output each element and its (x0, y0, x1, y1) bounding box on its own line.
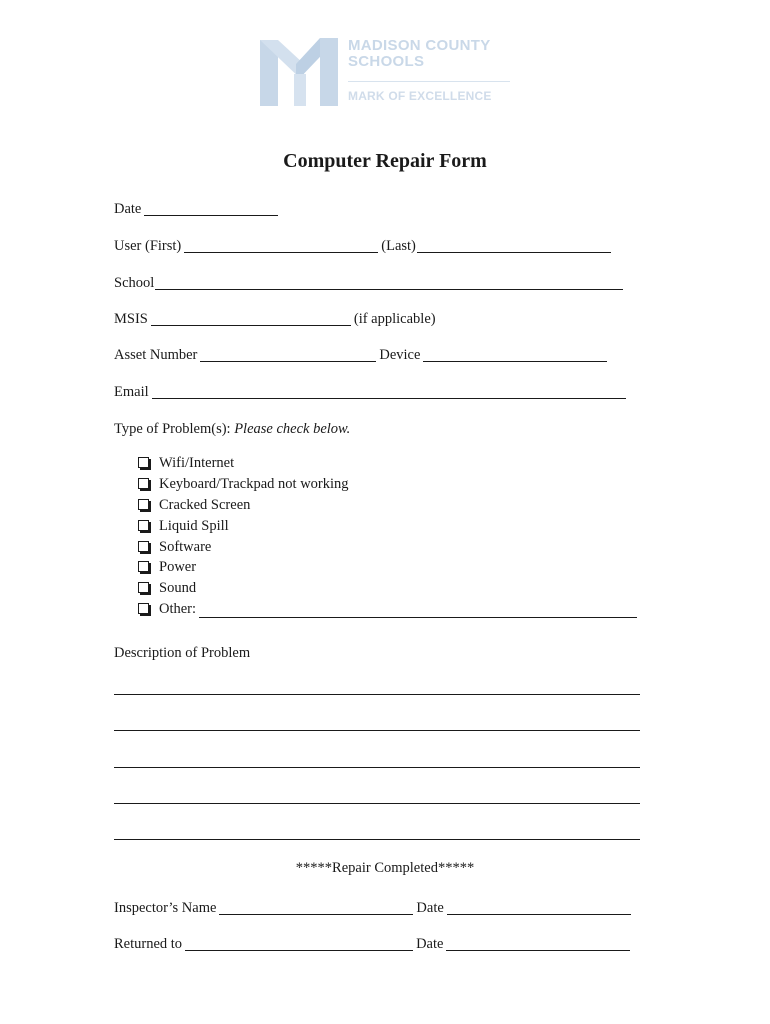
asset-device-row (114, 344, 610, 364)
checkbox[interactable] (138, 582, 149, 593)
checklist-item (138, 578, 640, 599)
description-line[interactable] (114, 839, 640, 840)
returned-row (114, 933, 633, 953)
description-line[interactable] (114, 694, 640, 695)
returned-date-field[interactable] (446, 936, 630, 951)
inspector-date-label: Date (416, 900, 444, 916)
checkbox[interactable] (138, 561, 149, 572)
problem-type-instruction: Please check below. (234, 421, 351, 437)
checkbox-label: Cracked Screen (159, 496, 251, 513)
user-first-label: User (First) (114, 238, 182, 254)
checkbox[interactable] (138, 499, 149, 510)
email-label: Email (114, 384, 149, 400)
repair-completed-heading: *****Repair Completed***** (295, 860, 475, 876)
checkbox-label: Liquid Spill (159, 517, 229, 534)
inspector-date-field[interactable] (447, 900, 631, 915)
inspector-label: Inspector’s Name (114, 900, 217, 916)
checkbox-label: Wifi/Internet (159, 454, 235, 471)
msis-row (114, 308, 436, 328)
checkbox[interactable] (138, 478, 149, 489)
problem-checklist (138, 453, 640, 620)
logo-name-line2: SCHOOLS (348, 53, 425, 70)
checkbox-label: Software (159, 538, 212, 555)
logo-m-mark-icon (258, 34, 340, 106)
user-last-field[interactable] (417, 238, 611, 253)
checklist-item (138, 516, 640, 537)
email-field[interactable] (152, 384, 626, 399)
inspector-field[interactable] (219, 900, 413, 915)
description-line[interactable] (114, 767, 640, 768)
msis-note: (if applicable) (353, 311, 436, 327)
school-label: School (114, 275, 155, 291)
user-last-label: (Last) (381, 238, 416, 254)
msis-label: MSIS (114, 311, 148, 327)
email-row (114, 381, 629, 401)
logo-tagline: MARK OF EXCELLENCE (348, 89, 492, 103)
problem-type-row (114, 418, 350, 438)
checkbox[interactable] (138, 457, 149, 468)
problem-type-label: Type of Problem(s): (114, 421, 231, 437)
asset-number-field[interactable] (200, 347, 376, 362)
msis-field[interactable] (151, 311, 351, 326)
district-logo (258, 34, 518, 110)
checkbox[interactable] (138, 603, 149, 614)
returned-label: Returned to (114, 936, 183, 952)
inspector-row (114, 897, 634, 917)
description-line[interactable] (114, 730, 640, 731)
asset-number-label: Asset Number (114, 347, 198, 363)
other-field[interactable] (199, 603, 637, 618)
checkbox-label: Sound (159, 580, 197, 597)
logo-district-name (348, 38, 491, 70)
user-first-field[interactable] (184, 238, 378, 253)
logo-name-line1: MADISON COUNTY (348, 37, 491, 54)
logo-divider (348, 81, 510, 82)
checkbox-label: Power (159, 559, 197, 576)
device-field[interactable] (423, 347, 607, 362)
form-title: Computer Repair Form (283, 150, 487, 172)
description-row (114, 642, 250, 662)
returned-field[interactable] (185, 936, 413, 951)
checklist-item (138, 537, 640, 558)
checklist-item (138, 474, 640, 495)
checkbox[interactable] (138, 520, 149, 531)
description-label: Description of Problem (114, 645, 251, 661)
school-field[interactable] (155, 275, 623, 290)
checklist-item (138, 557, 640, 578)
checklist-item (138, 495, 640, 516)
date-field[interactable] (144, 201, 278, 216)
checkbox[interactable] (138, 541, 149, 552)
date-label: Date (114, 201, 142, 217)
checkbox-label: Keyboard/Trackpad not working (159, 475, 349, 492)
school-row (114, 272, 626, 292)
checklist-item (138, 599, 640, 620)
checklist-item (138, 453, 640, 474)
device-label: Device (379, 347, 421, 363)
returned-date-label: Date (416, 936, 444, 952)
checkbox-label: Other: (159, 601, 197, 618)
description-line[interactable] (114, 803, 640, 804)
user-row (114, 235, 614, 255)
date-row (114, 198, 281, 218)
